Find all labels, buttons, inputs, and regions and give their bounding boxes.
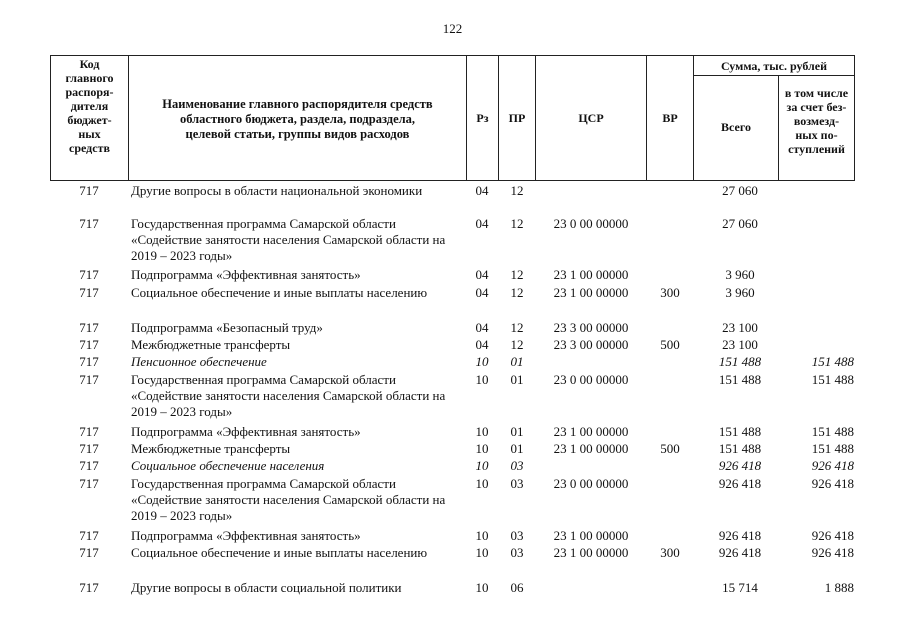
cell-csr: 23 0 00 00000 — [553, 476, 629, 491]
cell-rz: 10 — [475, 441, 489, 456]
cell-free: 926 418 — [811, 528, 854, 543]
cell-rz: 10 — [475, 424, 489, 439]
cell-free: 151 488 — [811, 424, 854, 439]
cell-name: Государственная программа Самарской области «Содействие занятости населения Самарской области на 2019 – 2023 годы» — [131, 476, 446, 523]
header-free-line: возмезд- — [793, 114, 840, 128]
cell-free: 926 418 — [811, 458, 854, 473]
cell-pr: 01 — [510, 424, 524, 439]
cell-pr: 03 — [510, 476, 524, 491]
cell-code: 717 — [79, 441, 99, 456]
cell-free: 926 418 — [811, 476, 854, 491]
cell-code: 717 — [79, 528, 99, 543]
header-line-vr-sum — [693, 55, 694, 181]
header-code-line: дителя — [70, 99, 109, 113]
cell-vr: 300 — [660, 545, 680, 560]
cell-vr: 500 — [660, 441, 680, 456]
cell-pr: 12 — [510, 285, 524, 300]
cell-code: 717 — [79, 580, 99, 595]
page-number: 122 — [442, 21, 463, 36]
cell-free: 151 488 — [811, 372, 854, 387]
cell-code: 717 — [79, 183, 99, 198]
cell-name: Подпрограмма «Эффективная занятость» — [131, 267, 361, 282]
cell-code: 717 — [79, 354, 99, 369]
cell-rz: 10 — [475, 354, 489, 369]
cell-pr: 06 — [510, 580, 524, 595]
header-code-line: распоря- — [65, 85, 114, 99]
header-name-line: целевой статьи, группы видов расходов — [185, 127, 410, 141]
header-total: Всего — [721, 120, 751, 134]
cell-vr: 300 — [660, 285, 680, 300]
cell-csr: 23 1 00 00000 — [553, 441, 629, 456]
header-pr: ПР — [508, 111, 526, 125]
header-free-line: ных по- — [795, 128, 838, 142]
cell-name: Подпрограмма «Безопасный труд» — [131, 320, 323, 335]
cell-pr: 12 — [510, 216, 524, 231]
cell-name: Социальное обеспечение и иные выплаты населению — [131, 285, 428, 300]
cell-name: Подпрограмма «Эффективная занятость» — [131, 424, 361, 439]
header-code-line: бюджет- — [67, 113, 112, 127]
header-name-line: областного бюджета, раздела, подраздела, — [179, 112, 416, 126]
cell-free: 151 488 — [811, 354, 854, 369]
cell-name: Межбюджетные трансферты — [131, 441, 291, 456]
header-sum: Сумма, тыс. рублей — [720, 59, 828, 73]
cell-free: 151 488 — [811, 441, 854, 456]
header-bottom-border — [50, 180, 855, 181]
header-free-line: ступлений — [788, 142, 845, 156]
cell-total: 151 488 — [718, 372, 762, 387]
cell-csr: 23 0 00 00000 — [553, 216, 629, 231]
cell-code: 717 — [79, 424, 99, 439]
cell-name: Государственная программа Самарской области «Содействие занятости населения Самарской области на 2019 – 2023 годы» — [131, 372, 446, 419]
cell-rz: 04 — [475, 320, 489, 335]
cell-total: 151 488 — [718, 441, 762, 456]
cell-name: Подпрограмма «Эффективная занятость» — [131, 528, 361, 543]
header-top-border — [50, 55, 855, 56]
cell-code: 717 — [79, 267, 99, 282]
cell-rz: 10 — [475, 528, 489, 543]
cell-total: 926 418 — [718, 476, 762, 491]
cell-pr: 12 — [510, 337, 524, 352]
cell-pr: 01 — [510, 354, 524, 369]
cell-csr: 23 1 00 00000 — [553, 285, 629, 300]
cell-name: Государственная программа Самарской области «Содействие занятости населения Самарской области на 2019 – 2023 годы» — [131, 216, 446, 263]
cell-name: Пенсионное обеспечение — [131, 354, 267, 369]
cell-code: 717 — [79, 458, 99, 473]
cell-code: 717 — [79, 216, 99, 231]
cell-total: 926 418 — [718, 528, 762, 543]
cell-pr: 01 — [510, 372, 524, 387]
header-code — [51, 57, 128, 155]
cell-name: Другие вопросы в области социальной политики — [131, 580, 402, 595]
cell-total: 926 418 — [718, 545, 762, 560]
cell-pr: 12 — [510, 320, 524, 335]
header-rz: Рз — [476, 111, 489, 125]
cell-code: 717 — [79, 545, 99, 560]
cell-pr: 03 — [510, 458, 524, 473]
header-vr: ВР — [662, 111, 678, 125]
cell-rz: 04 — [475, 267, 489, 282]
cell-rz: 04 — [475, 285, 489, 300]
cell-pr: 01 — [510, 441, 524, 456]
header-line-right — [854, 55, 855, 181]
cell-total: 15 714 — [722, 580, 758, 595]
cell-pr: 12 — [510, 267, 524, 282]
cell-csr: 23 0 00 00000 — [553, 372, 629, 387]
cell-code: 717 — [79, 285, 99, 300]
cell-total: 151 488 — [718, 424, 762, 439]
header-free-line: за счет без- — [786, 100, 847, 114]
cell-csr: 23 1 00 00000 — [553, 545, 629, 560]
cell-name: Другие вопросы в области национальной экономики — [131, 183, 423, 198]
cell-code: 717 — [79, 337, 99, 352]
cell-rz: 10 — [475, 545, 489, 560]
cell-name: Социальное обеспечение и иные выплаты населению — [131, 545, 428, 560]
header-csr: ЦСР — [578, 111, 604, 125]
cell-csr: 23 3 00 00000 — [553, 320, 629, 335]
header-free-line: в том числе — [784, 86, 849, 100]
cell-rz: 04 — [475, 337, 489, 352]
header-free — [779, 86, 854, 156]
cell-total: 23 100 — [722, 320, 758, 335]
cell-rz: 04 — [475, 216, 489, 231]
header-name-line: Наименование главного распорядителя средств — [162, 97, 433, 111]
cell-pr: 03 — [510, 528, 524, 543]
header-code-line: главного — [65, 71, 114, 85]
cell-csr: 23 1 00 00000 — [553, 424, 629, 439]
header-code-line: ных — [78, 127, 101, 141]
cell-csr: 23 1 00 00000 — [553, 267, 629, 282]
cell-code: 717 — [79, 372, 99, 387]
cell-free: 926 418 — [811, 545, 854, 560]
cell-total: 27 060 — [722, 183, 758, 198]
cell-total: 23 100 — [722, 337, 758, 352]
cell-rz: 10 — [475, 458, 489, 473]
cell-rz: 10 — [475, 476, 489, 491]
header-code-line: Код — [79, 57, 100, 71]
cell-rz: 10 — [475, 580, 489, 595]
cell-csr: 23 1 00 00000 — [553, 528, 629, 543]
cell-total: 926 418 — [718, 458, 762, 473]
cell-total: 3 960 — [725, 267, 755, 282]
cell-free: 1 888 — [824, 580, 854, 595]
cell-total: 151 488 — [718, 354, 762, 369]
cell-code: 717 — [79, 320, 99, 335]
cell-csr: 23 3 00 00000 — [553, 337, 629, 352]
cell-rz: 10 — [475, 372, 489, 387]
cell-vr: 500 — [660, 337, 680, 352]
cell-pr: 03 — [510, 545, 524, 560]
sum-subheader-border — [693, 75, 855, 76]
header-code-line: средств — [69, 141, 110, 155]
cell-code: 717 — [79, 476, 99, 491]
header-name — [129, 97, 466, 142]
cell-name: Межбюджетные трансферты — [131, 337, 291, 352]
cell-name: Социальное обеспечение населения — [131, 458, 325, 473]
cell-pr: 12 — [510, 183, 524, 198]
cell-total: 27 060 — [722, 216, 758, 231]
cell-rz: 04 — [475, 183, 489, 198]
cell-total: 3 960 — [725, 285, 755, 300]
